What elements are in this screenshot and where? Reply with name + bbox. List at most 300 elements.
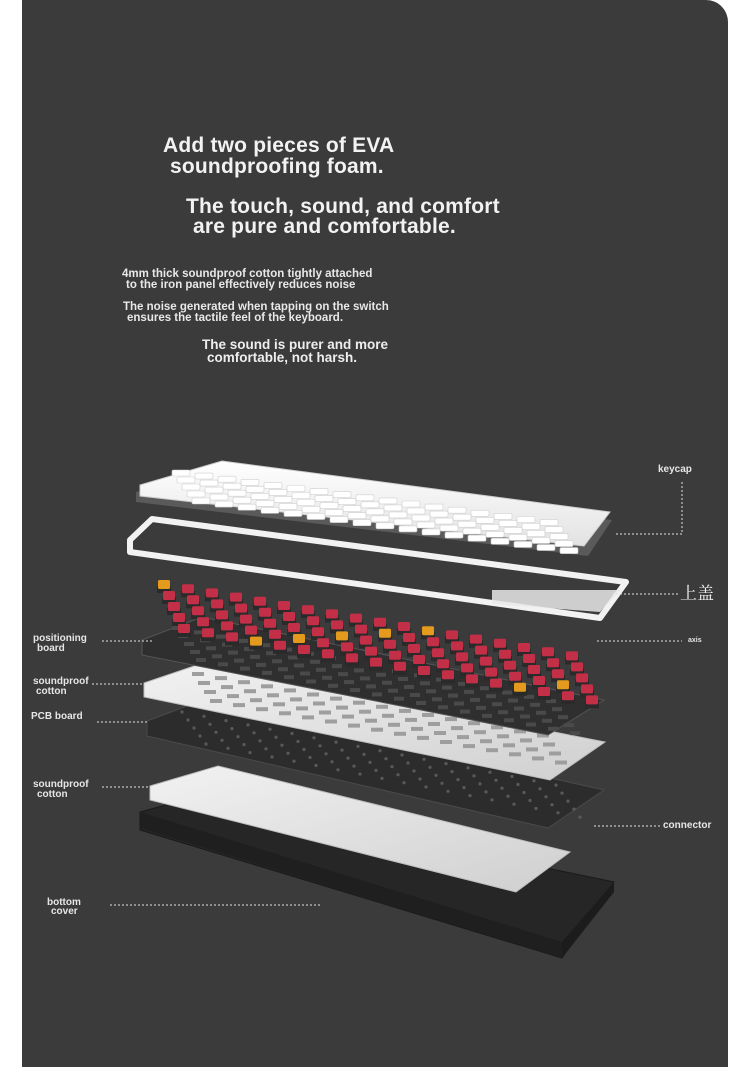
keycap <box>422 529 440 535</box>
plate-cutout <box>238 639 248 643</box>
foam-cutout <box>342 715 354 719</box>
keycap <box>302 507 320 513</box>
keycap <box>310 489 328 495</box>
pcb-contact <box>292 760 295 763</box>
plate-cutout <box>372 692 382 696</box>
key-switch <box>297 645 311 658</box>
pcb-contact <box>390 765 393 768</box>
plate-cutout <box>508 699 518 703</box>
plate-cutout <box>288 656 298 660</box>
pcb-contact <box>286 752 289 755</box>
pcb-contact <box>566 800 569 803</box>
pcb-contact <box>290 732 293 735</box>
pcb-contact <box>494 779 497 782</box>
pcb-contact <box>444 762 447 765</box>
plate-cutout <box>278 667 288 671</box>
headline-line-1: Add two pieces of EVA <box>163 134 395 157</box>
pcb-contact <box>544 795 547 798</box>
pcb-contact <box>554 784 557 787</box>
plate-cutout <box>234 659 244 663</box>
foam-cutout <box>405 718 417 722</box>
pcb-contact <box>556 811 559 814</box>
keycap <box>394 519 412 525</box>
plate-cutout <box>256 663 266 667</box>
keycap <box>238 504 256 510</box>
pcb-contact <box>418 777 421 780</box>
foam-cutout <box>325 720 337 724</box>
keycap <box>440 525 458 531</box>
pcb-contact <box>434 774 437 777</box>
pcb-contact <box>296 740 299 743</box>
pcb-contact <box>528 799 531 802</box>
pcb-contact <box>358 773 361 776</box>
key-switch <box>393 662 407 675</box>
pcb-contact <box>472 774 475 777</box>
pcb-contact <box>522 791 525 794</box>
detail-2-line-1: The noise generated when tapping on the switch <box>123 301 389 313</box>
plate-cutout <box>514 707 524 711</box>
keycap <box>550 534 568 540</box>
pcb-contact <box>252 731 255 734</box>
keycap <box>453 514 471 520</box>
plate-cutout <box>480 686 490 690</box>
plate-cutout <box>366 684 376 688</box>
keycap <box>376 523 394 529</box>
keycap <box>256 500 274 506</box>
keycap <box>218 476 236 482</box>
keycap <box>205 487 223 493</box>
key-switch <box>441 670 455 683</box>
key-switch <box>177 624 191 637</box>
foam-cutout <box>520 738 532 742</box>
plate-cutout <box>504 718 514 722</box>
key-switch <box>537 687 551 700</box>
keycap <box>315 496 333 502</box>
label-top-cover: 上盖 <box>680 584 714 604</box>
key-switch <box>273 641 287 654</box>
plate-cutout <box>190 650 200 654</box>
keycap <box>261 507 279 513</box>
foam-cutout <box>382 714 394 718</box>
plate-cutout <box>492 702 502 706</box>
foam-cutout <box>284 688 296 692</box>
plate-cutout <box>558 715 568 719</box>
pcb-contact <box>402 781 405 784</box>
plate-cutout <box>284 675 294 679</box>
pcb-contact <box>214 731 217 734</box>
plate-cutout <box>354 668 364 672</box>
pcb-contact <box>446 790 449 793</box>
foam-cutout <box>451 726 463 730</box>
foam-cutout <box>468 721 480 725</box>
pcb-contact <box>224 719 227 722</box>
foam-cutout <box>371 728 383 732</box>
keycap <box>399 526 417 532</box>
pcb-contact <box>356 745 359 748</box>
label-keycap: keycap <box>658 464 692 475</box>
foam-cutout <box>256 707 268 711</box>
pcb-contact <box>242 743 245 746</box>
foam-cutout <box>336 706 348 710</box>
pcb-contact <box>512 803 515 806</box>
foam-cutout <box>411 727 423 731</box>
pcb-contact <box>378 749 381 752</box>
plate-cutout <box>310 660 320 664</box>
foam-cutout <box>434 731 446 735</box>
pcb-contact <box>236 735 239 738</box>
plate-cutout <box>470 698 480 702</box>
label-positioning-board-1: positioning <box>33 633 87 644</box>
foam-cutout <box>463 744 475 748</box>
detail-1-line-1: 4mm thick soundproof cotton tightly attached <box>122 268 373 280</box>
key-switch <box>417 666 431 679</box>
foam-cutout <box>330 697 342 701</box>
keycap <box>269 489 287 495</box>
foam-cutout <box>532 756 544 760</box>
pcb-contact <box>462 786 465 789</box>
pcb-contact <box>334 741 337 744</box>
keycap <box>509 534 527 540</box>
plate-cutout <box>218 662 228 666</box>
keycap <box>251 493 269 499</box>
keycap <box>366 509 384 515</box>
keycap <box>481 524 499 530</box>
keycap <box>279 503 297 509</box>
keycap <box>320 503 338 509</box>
plate-cutout <box>432 697 442 701</box>
keycap <box>192 498 210 504</box>
keycap-layer <box>136 461 612 556</box>
plate-cutout <box>526 723 536 727</box>
pcb-contact <box>308 756 311 759</box>
plate-cutout <box>464 690 474 694</box>
foam-cutout <box>480 739 492 743</box>
label-soundproof-cotton-a-1: soundproof <box>33 676 89 687</box>
key-switch <box>321 649 335 662</box>
pcb-contact <box>534 807 537 810</box>
pcb-contact <box>248 751 251 754</box>
plate-cutout <box>196 658 206 662</box>
keycap <box>297 500 315 506</box>
foam-cutout <box>273 702 285 706</box>
headline-line-4: are pure and comfortable. <box>193 215 456 238</box>
keycap <box>494 513 512 519</box>
keycap <box>491 538 509 544</box>
foam-cutout <box>359 710 371 714</box>
plate-cutout <box>410 693 420 697</box>
foam-cutout <box>555 761 567 765</box>
foam-cutout <box>417 736 429 740</box>
foam-cutout <box>192 672 204 676</box>
key-switch <box>561 691 575 704</box>
foam-cutout <box>296 706 308 710</box>
plate-cutout <box>536 711 546 715</box>
pcb-contact <box>192 726 195 729</box>
plate-cutout <box>322 676 332 680</box>
foam-cutout <box>302 715 314 719</box>
keycap <box>195 473 213 479</box>
keycap <box>407 508 425 514</box>
keycap <box>471 510 489 516</box>
keycap <box>468 535 486 541</box>
keycap <box>330 517 348 523</box>
plate-cutout <box>460 710 470 714</box>
pcb-contact <box>362 753 365 756</box>
key-switch <box>225 632 239 645</box>
pcb-contact <box>312 736 315 739</box>
detail-3-line-1: The sound is purer and more <box>202 337 389 352</box>
pcb-contact <box>456 778 459 781</box>
pcb-contact <box>346 757 349 760</box>
keycap <box>284 510 302 516</box>
plate-cutout <box>448 694 458 698</box>
keycap <box>522 524 540 530</box>
keycap <box>412 515 430 521</box>
pcb-contact <box>268 728 271 731</box>
pcb-contact <box>412 769 415 772</box>
key-switch <box>201 628 215 641</box>
pcb-contact <box>578 816 581 819</box>
pcb-contact <box>274 736 277 739</box>
plate-cutout <box>502 691 512 695</box>
plate-cutout <box>376 673 386 677</box>
keycap <box>356 495 374 501</box>
foam-cutout <box>440 740 452 744</box>
pcb-contact <box>270 755 273 758</box>
keycap <box>241 479 259 485</box>
pcb-contact <box>264 747 267 750</box>
foam-cutout <box>486 748 498 752</box>
pcb-contact <box>352 765 355 768</box>
pcb-contact <box>538 787 541 790</box>
foam-cutout <box>445 717 457 721</box>
foam-cutout <box>198 681 210 685</box>
pcb-contact <box>424 785 427 788</box>
keycap <box>555 541 573 547</box>
plate-cutout <box>530 703 540 707</box>
keycap <box>223 483 241 489</box>
plate-cutout <box>360 676 370 680</box>
pcb-contact <box>186 718 189 721</box>
pcb-contact <box>532 779 535 782</box>
pcb-contact <box>468 794 471 797</box>
foam-cutout <box>474 730 486 734</box>
plate-cutout <box>228 651 238 655</box>
pcb-contact <box>180 710 183 713</box>
pcb-contact <box>324 752 327 755</box>
keycap <box>545 527 563 533</box>
pcb-contact <box>202 715 205 718</box>
foam-cutout <box>376 705 388 709</box>
pcb-contact <box>374 769 377 772</box>
keycap <box>435 518 453 524</box>
plate-cutout <box>570 731 580 735</box>
pcb-contact <box>318 744 321 747</box>
pcb-contact <box>258 739 261 742</box>
pcb-contact <box>500 787 503 790</box>
pcb-contact <box>490 798 493 801</box>
foam-cutout <box>250 698 262 702</box>
keycap <box>540 520 558 526</box>
keycap <box>264 482 282 488</box>
keycap <box>389 512 407 518</box>
label-soundproof-cotton-a-2: cotton <box>36 686 67 697</box>
pcb-contact <box>550 803 553 806</box>
key-switch <box>513 683 527 696</box>
pcb-contact <box>302 748 305 751</box>
pcb-contact <box>380 777 383 780</box>
pcb-contact <box>204 742 207 745</box>
keycap <box>560 548 578 554</box>
plate-cutout <box>442 686 452 690</box>
detail-1-line-2: to the iron panel effectively reduces noise <box>126 279 356 291</box>
foam-cutout <box>244 689 256 693</box>
keycap <box>177 477 195 483</box>
keycap <box>274 496 292 502</box>
foam-cutout <box>210 699 222 703</box>
foam-cutout <box>267 693 279 697</box>
foam-cutout <box>503 743 515 747</box>
keycap <box>187 491 205 497</box>
keycap <box>504 527 522 533</box>
keycap <box>348 513 366 519</box>
pcb-contact <box>340 749 343 752</box>
plate-cutout <box>272 659 282 663</box>
foam-cutout <box>422 713 434 717</box>
pcb-contact <box>208 723 211 726</box>
pcb-contact <box>314 764 317 767</box>
key-switch <box>369 658 383 671</box>
plate-cutout <box>184 642 194 646</box>
keycap <box>228 490 246 496</box>
key-switch <box>345 653 359 666</box>
keycap <box>514 541 532 547</box>
keycap <box>233 497 251 503</box>
label-pcb-board: PCB board <box>31 711 83 722</box>
label-soundproof-cotton-b-2: cotton <box>37 789 68 800</box>
plate-cutout <box>420 681 430 685</box>
keycap <box>182 484 200 490</box>
pcb-contact <box>510 775 513 778</box>
foam-cutout <box>221 685 233 689</box>
label-bottom-cover-2: cover <box>51 906 78 917</box>
pcb-contact <box>428 766 431 769</box>
pcb-contact <box>230 727 233 730</box>
pcb-contact <box>384 757 387 760</box>
foam-cutout <box>307 693 319 697</box>
pcb-contact <box>572 808 575 811</box>
plate-cutout <box>344 680 354 684</box>
pcb-contact <box>440 782 443 785</box>
keycap <box>338 499 356 505</box>
plate-cutout <box>332 664 342 668</box>
pcb-contact <box>400 753 403 756</box>
foam-cutout <box>549 752 561 756</box>
keycap <box>527 531 545 537</box>
plate-cutout <box>498 710 508 714</box>
keycap <box>417 522 435 528</box>
plate-cutout <box>294 664 304 668</box>
plate-cutout <box>416 701 426 705</box>
plate-cutout <box>476 706 486 710</box>
keycap <box>532 538 550 544</box>
plate-cutout <box>240 667 250 671</box>
keyboard-exploded-diagram <box>22 0 728 1067</box>
foam-cutout <box>457 735 469 739</box>
foam-cutout <box>526 747 538 751</box>
foam-cutout <box>227 694 239 698</box>
plate-cutout <box>454 702 464 706</box>
label-axis: axis <box>688 637 702 644</box>
pcb-contact <box>466 766 469 769</box>
foam-cutout <box>279 711 291 715</box>
product-panel <box>22 0 728 1067</box>
pcb-contact <box>406 761 409 764</box>
foam-cutout <box>353 701 365 705</box>
pcb-contact <box>506 795 509 798</box>
pcb-contact <box>280 744 283 747</box>
keycap <box>292 493 310 499</box>
label-connector: connector <box>663 820 712 831</box>
keycap <box>425 504 443 510</box>
plate-cutout <box>482 714 492 718</box>
detail-3-line-2: comfortable, not harsh. <box>207 350 358 365</box>
keycap <box>384 505 402 511</box>
keycap <box>287 486 305 492</box>
keycap <box>486 531 504 537</box>
pcb-contact <box>484 790 487 793</box>
foam-cutout <box>261 684 273 688</box>
plate-cutout <box>212 654 222 658</box>
keycap <box>379 498 397 504</box>
keycap <box>361 502 379 508</box>
keycap <box>246 486 264 492</box>
plate-cutout <box>206 646 216 650</box>
plate-cutout <box>438 705 448 709</box>
plate-cutout <box>394 697 404 701</box>
keycap <box>476 517 494 523</box>
keycap <box>200 480 218 486</box>
pcb-contact <box>226 747 229 750</box>
keycap <box>463 528 481 534</box>
plate-cutout <box>216 635 226 639</box>
key-switch <box>585 695 599 708</box>
plate-cutout <box>328 684 338 688</box>
pcb-contact <box>422 758 425 761</box>
plate-cutout <box>426 689 436 693</box>
pcb-contact <box>246 723 249 726</box>
keycap <box>517 517 535 523</box>
plate-cutout <box>520 715 530 719</box>
foam-cutout <box>348 724 360 728</box>
pcb-contact <box>368 761 371 764</box>
plate-cutout <box>404 685 414 689</box>
keycap <box>430 511 448 517</box>
foam-cutout <box>319 711 331 715</box>
plate-cutout <box>338 672 348 676</box>
foam-cutout <box>388 723 400 727</box>
plate-cutout <box>382 681 392 685</box>
keycap <box>325 510 343 516</box>
keycap <box>499 520 517 526</box>
pcb-contact <box>488 771 491 774</box>
plate-cutout <box>316 668 326 672</box>
foam-cutout <box>215 676 227 680</box>
foam-cutout <box>313 702 325 706</box>
plate-cutout <box>548 727 558 731</box>
keycap <box>307 514 325 520</box>
plate-cutout <box>564 723 574 727</box>
